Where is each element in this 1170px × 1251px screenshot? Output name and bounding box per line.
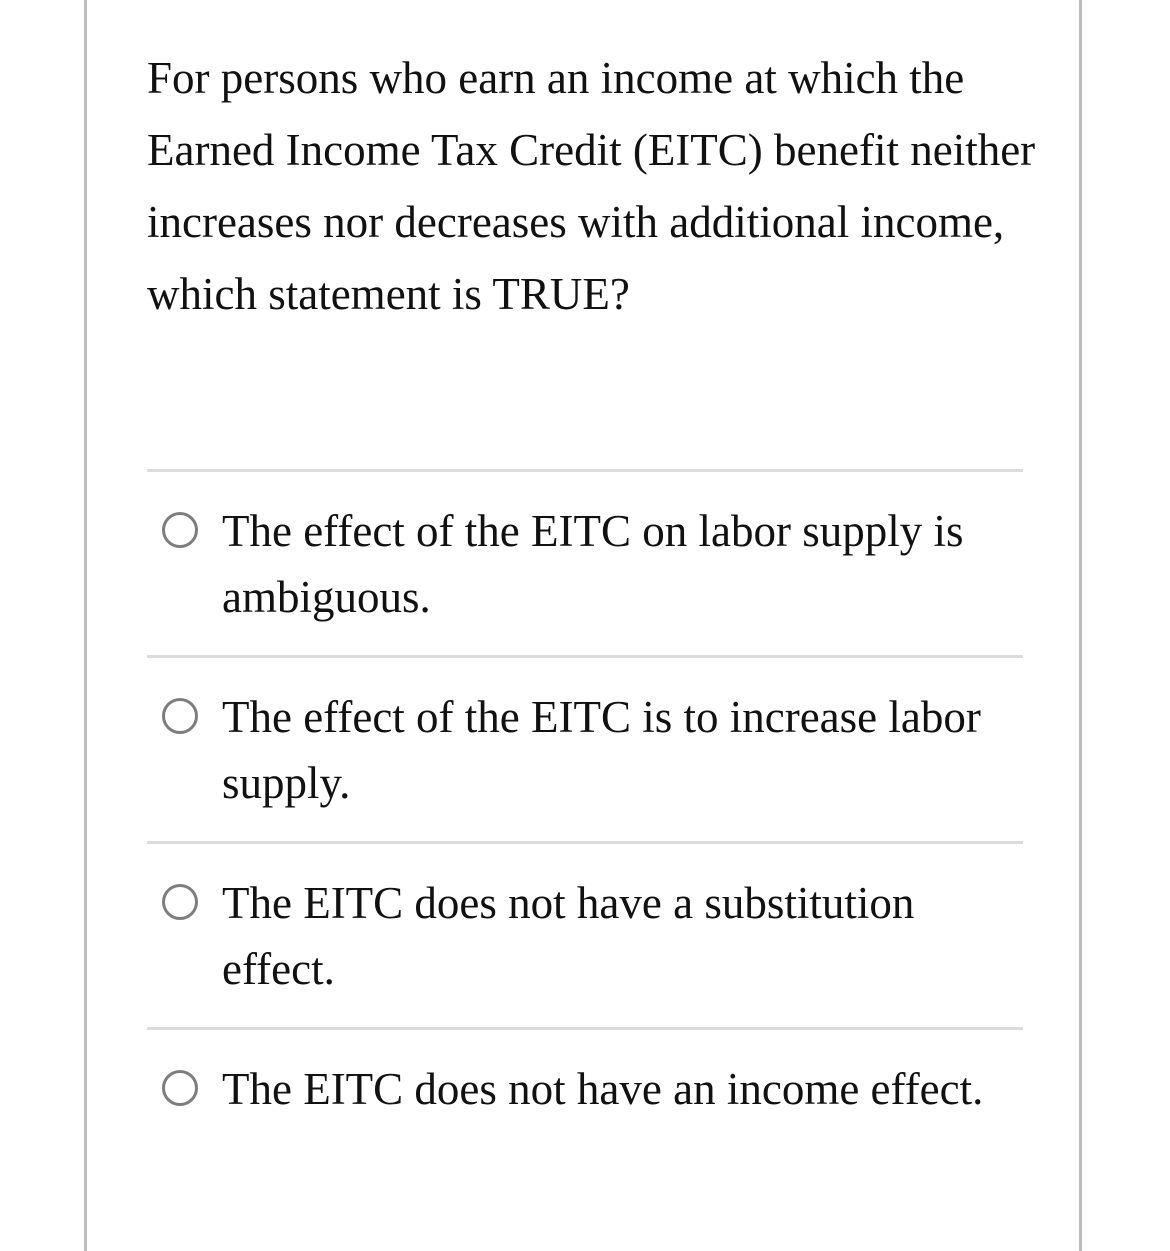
question-text: For persons who earn an income at which the Earned Income Tax Credit (EITC) benefit neither increases nor decreases with additional income, which statement is TRUE? (147, 53, 1036, 319)
radio-button-icon[interactable] (162, 884, 198, 920)
answer-option-3[interactable] (147, 844, 1023, 994)
radio-button-icon[interactable] (162, 698, 198, 734)
radio-button-icon[interactable] (162, 512, 198, 548)
answer-option-label: The EITC does not have an income effect. (222, 1064, 984, 1114)
radio-button-icon[interactable] (162, 1070, 198, 1106)
answer-option-2[interactable] (147, 658, 1023, 808)
answer-option-1[interactable] (147, 472, 1023, 622)
answer-option-label: The effect of the EITC is to increase labor supply. (222, 692, 981, 808)
answer-option-label: The EITC does not have a substitution effect. (222, 878, 915, 994)
answer-option-label: The effect of the EITC on labor supply is ambiguous. (222, 506, 964, 622)
answer-option-4[interactable] (147, 1030, 1023, 1180)
